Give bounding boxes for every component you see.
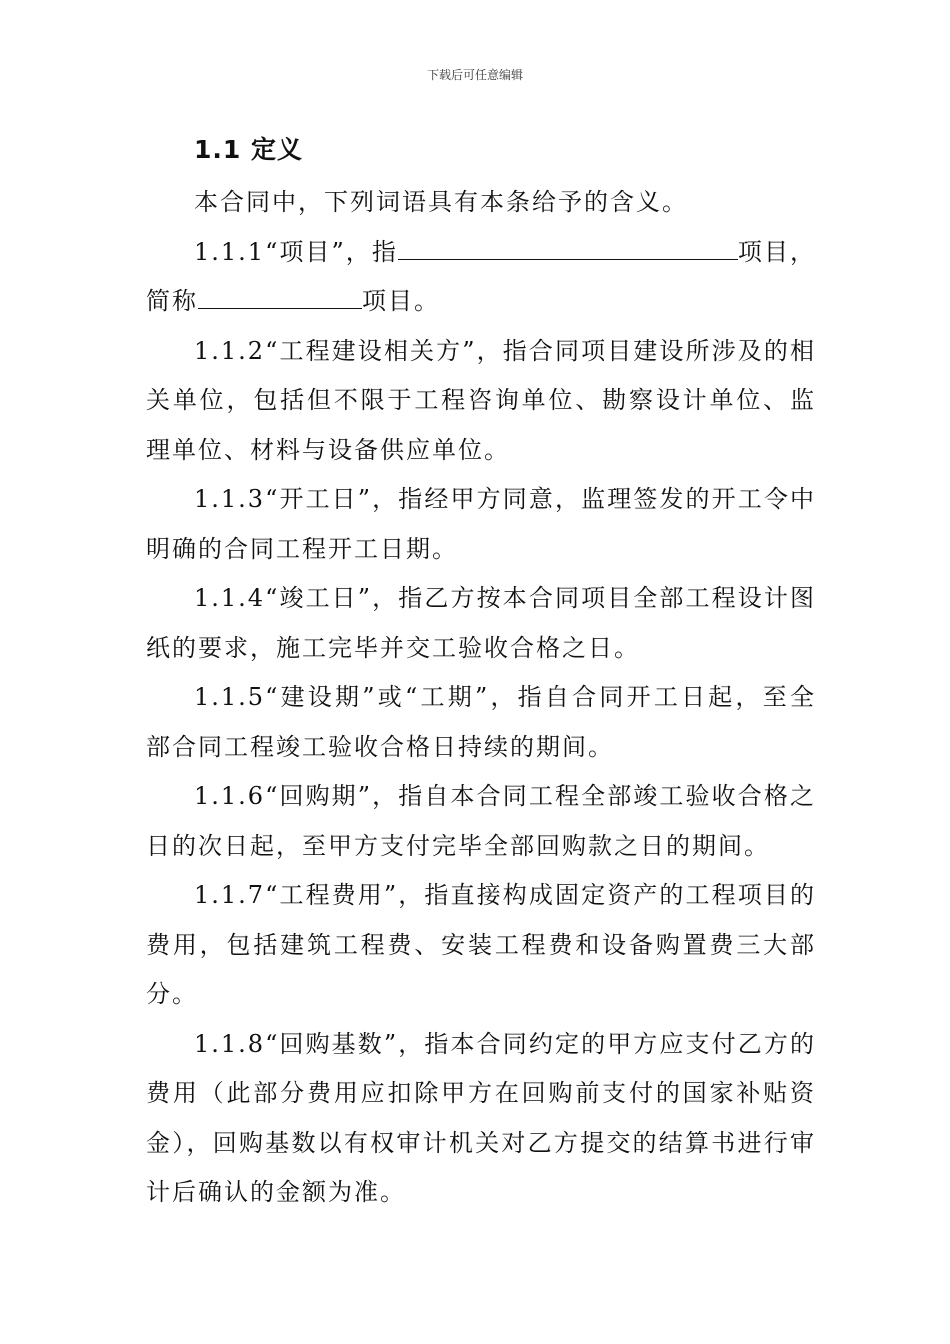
project-short-name-blank[interactable] xyxy=(198,282,362,309)
definition-1-1-2: 1.1.2“工程建设相关方”，指合同项目建设所涉及的相关单位，包括但不限于工程咨询单位、勘察设计单位、监理单位、材料与设备供应单位。 xyxy=(146,336,816,464)
definition-1-1-1 xyxy=(146,228,816,327)
section-title: 1.1 定义 xyxy=(194,135,303,164)
document-body xyxy=(146,126,816,1218)
definition-text: 项目，简称 xyxy=(146,237,817,315)
definition-1-1-8: 1.1.8“回购基数”，指本合同约定的甲方应支付乙方的费用（此部分费用应扣除甲方在回购前支付的国家补贴资金），回购基数以有权审计机关对乙方提交的结算书进行审计后确认的金额为准。 xyxy=(146,1029,816,1206)
header-note: 下载后可任意编辑 xyxy=(426,68,523,82)
definition-text: 项目。 xyxy=(362,287,440,315)
definition-1-1-6: 1.1.6“回购期”，指自本合同工程全部竣工验收合格之日的次日起，至甲方支付完毕全部回购款之日的期间。 xyxy=(146,782,816,860)
definition-1-1-3: 1.1.3“开工日”，指经甲方同意，监理签发的开工令中明确的合同工程开工日期。 xyxy=(146,485,816,563)
section-intro: 本合同中，下列词语具有本条给予的含义。 xyxy=(194,188,688,216)
definition-1-1-5: 1.1.5“建设期”或“工期”，指自合同开工日起，至全部合同工程竣工验收合格日持续的期间。 xyxy=(146,683,816,761)
definition-1-1-4: 1.1.4“竣工日”，指乙方按本合同项目全部工程设计图纸的要求，施工完毕并交工验收合格之日。 xyxy=(146,584,816,662)
definition-1-1-7: 1.1.7“工程费用”，指直接构成固定资产的工程项目的费用，包括建筑工程费、安装工程费和设备购置费三大部分。 xyxy=(146,881,816,1008)
definition-label: 1.1.1“项目”，指 xyxy=(194,237,398,266)
project-name-blank[interactable] xyxy=(398,233,738,260)
